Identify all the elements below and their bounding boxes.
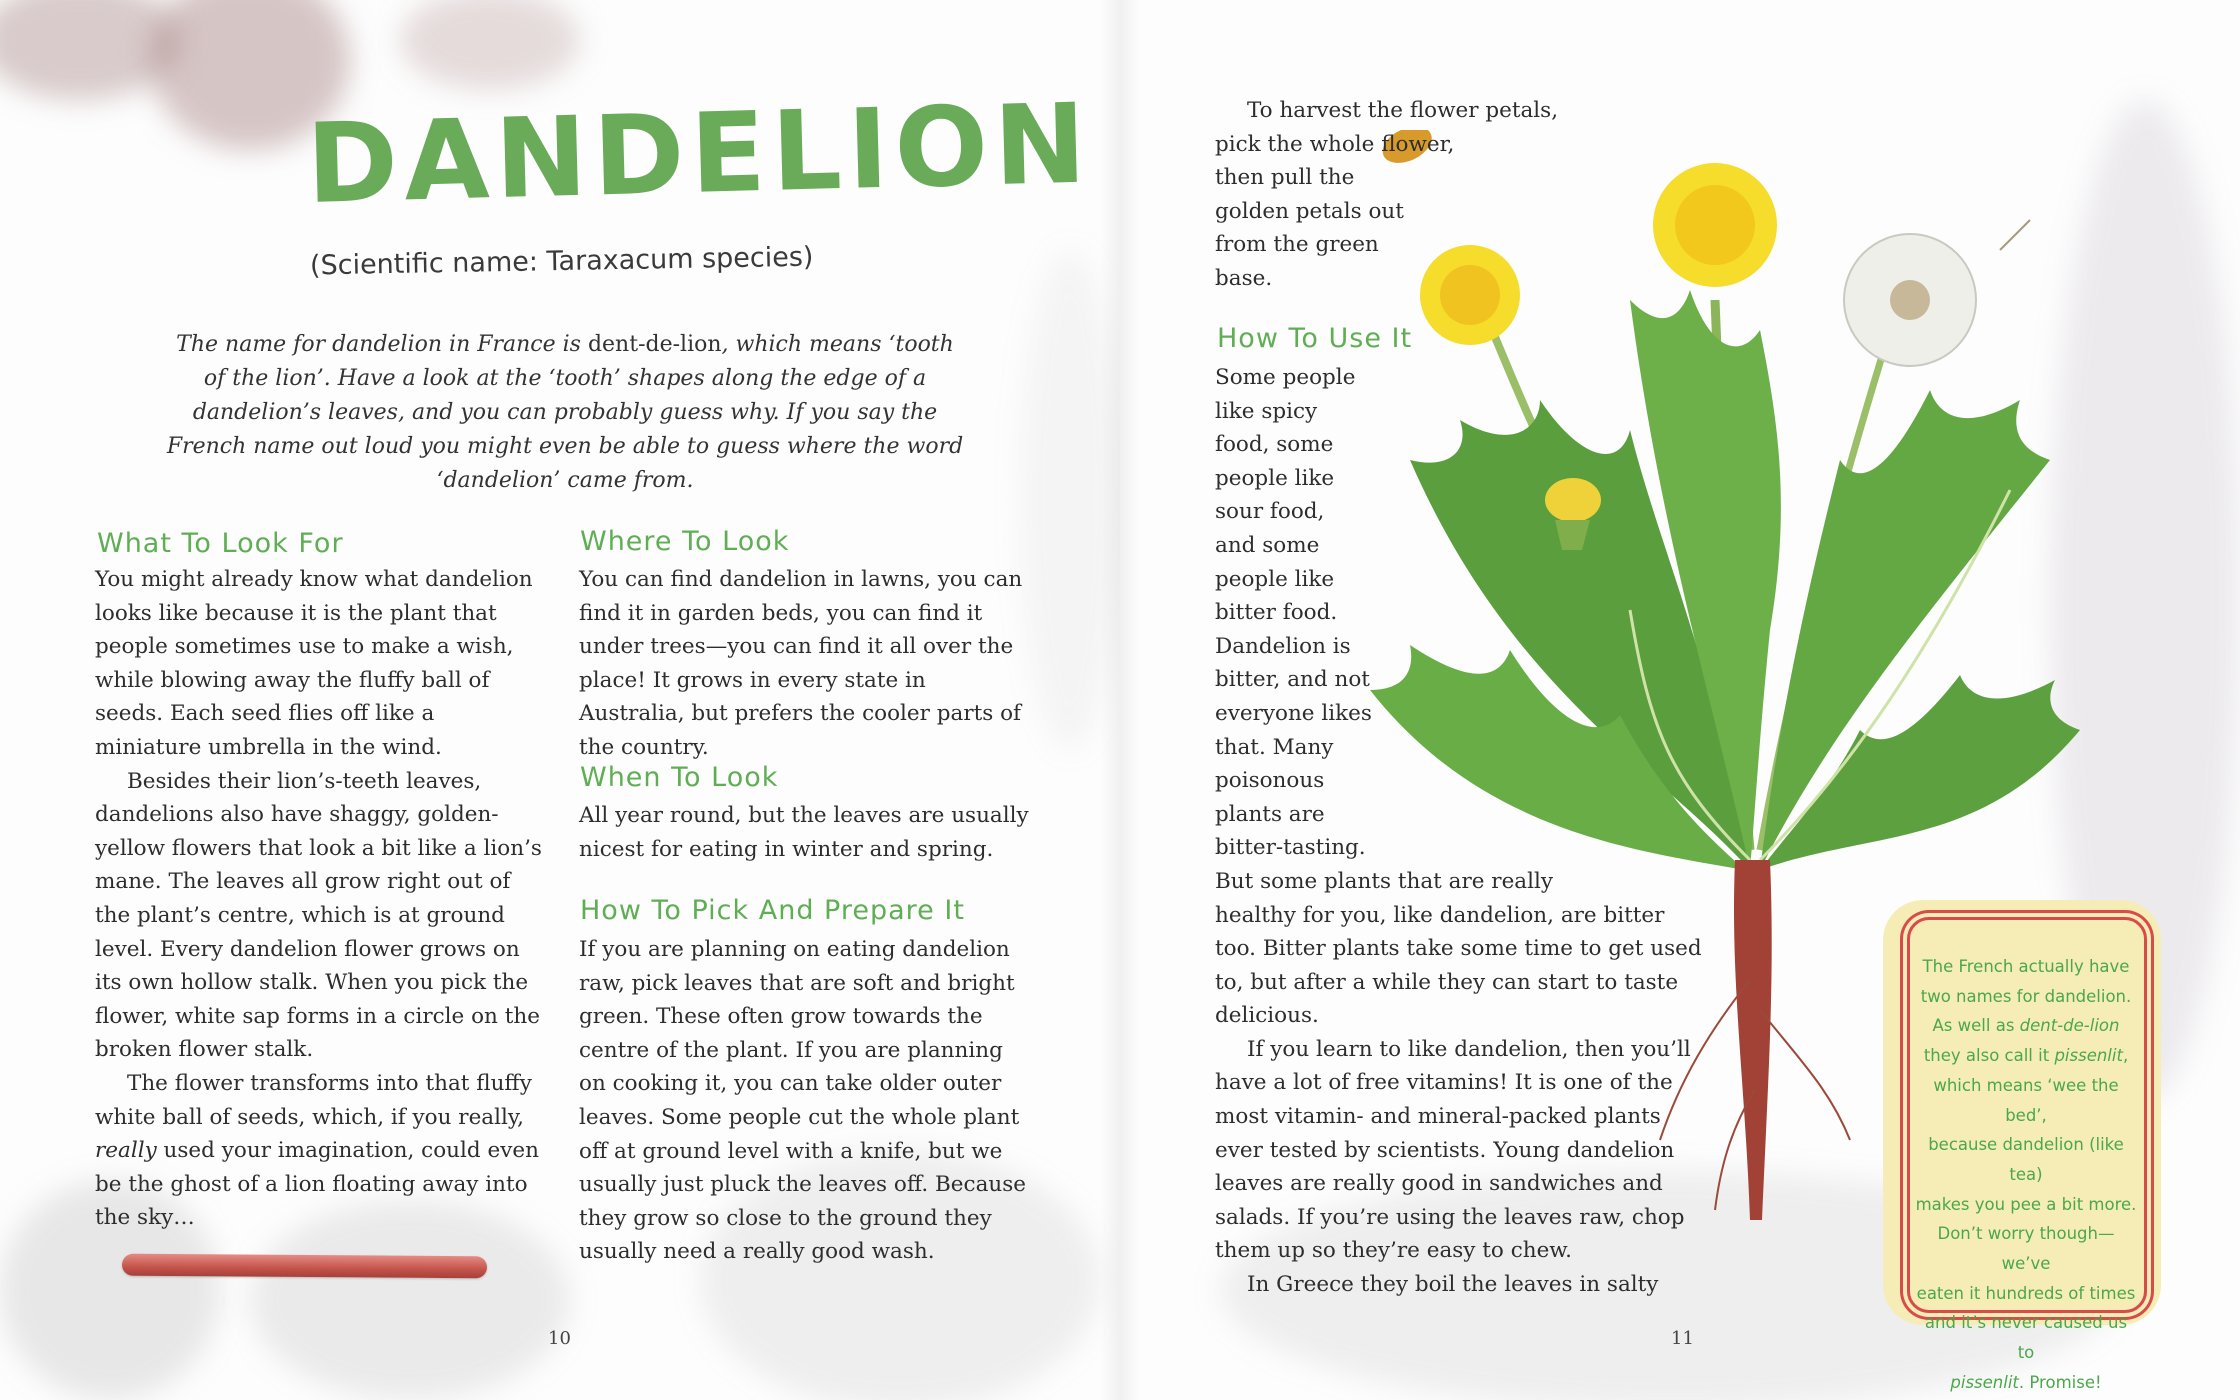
heading-what-to-look-for: What To Look For: [97, 528, 344, 559]
text-line: people like: [1215, 465, 1335, 491]
paragraph: If you are planning on eating dandelion raw, pick leaves that are soft and bright green. These often grow towards the centre of the plant. If you are planning on cooking it, you can take older outer leaves. Some people cut the whole plant off at ground level with a knife, but we usually just pluck the leaves off. Because they grow so close to the ground they usually need a really good wash.: [579, 937, 1026, 1265]
smudge-decoration: [400, 0, 580, 90]
where-to-look-body: [579, 563, 1029, 765]
page-title: DANDELION: [305, 79, 1094, 228]
text-line: people like: [1215, 566, 1335, 592]
heading-how-to-use-it: How To Use It: [1217, 323, 1413, 354]
text-line: then pull the: [1215, 165, 1355, 191]
text-line: to, but after a while they can start to taste: [1215, 969, 1679, 995]
paragraph: Besides their lion’s-teeth leaves, dandelions also have shaggy, golden-yellow flowers that look a bit like a lion’s mane. The leaves all grow right out of the plant’s centre, which is at ground level. Every dandelion flower grows on its own hollow stalk. When you pick the flower, white sap forms in a circle on the broken flower stalk.: [95, 768, 542, 1063]
text-line: them up so they’re easy to chew.: [1215, 1238, 1572, 1264]
text-line: healthy for you, like dandelion, are bitter: [1215, 902, 1665, 928]
text-line: bitter, and not: [1215, 667, 1370, 693]
heading-when-to-look: When To Look: [580, 762, 779, 793]
text-line: pick the whole flower,: [1215, 131, 1455, 157]
what-to-look-for-body: [95, 563, 545, 1235]
harvest-text: [1215, 94, 1635, 296]
seed-head-center: [1890, 280, 1930, 320]
text-line: ever tested by scientists. Young dandelion: [1215, 1137, 1675, 1163]
text-line: that. Many: [1215, 734, 1334, 760]
text-line: Some people: [1215, 365, 1356, 390]
text-line: from the green: [1215, 232, 1379, 258]
callout-text: The French actually have two names for dandelion. As well as dent-de-lion they also call it pissenlit, which means ‘wee the bed’, because dandelion (like tea) makes you pee a bit more. Don’t worry though—we’ve eaten it hundreds of times and it’s never caused us to pissenlit. Promise!: [1915, 957, 2137, 1392]
text-line: golden petals out: [1215, 198, 1404, 224]
earthworm-illustration: [122, 1254, 487, 1279]
text-line: and some: [1215, 532, 1320, 558]
dandelion-flower-center: [1675, 185, 1755, 265]
text-line: like spicy: [1215, 398, 1318, 424]
intro-paragraph: The name for dandelion in France is dent-de-lion, which means ‘tooth of the lion’. Have a look at the ‘tooth’ shapes along the edge of a dandelion’s leaves, and you can probably guess why. If you say the French name out loud you might even be able to guess where the word ‘dandelion’ came from.: [166, 332, 964, 493]
paragraph: You might already know what dandelion looks like because it is the plant that people sometimes use to make a wish, while blowing away the fluffy ball of seeds. Each seed flies off like a miniature umbrella in the wind.: [95, 567, 533, 760]
paragraph: You can find dandelion in lawns, you can find it in garden beds, you can find it under trees—you can find it all over the place! It grows in every state in Australia, but prefers the cooler parts of the country.: [579, 567, 1023, 760]
text-line: have a lot of free vitamins! It is one of the: [1215, 1070, 1673, 1096]
text-line: poisonous: [1215, 768, 1325, 794]
text-line: sour food,: [1215, 499, 1325, 525]
text-line: In Greece they boil the leaves in salty: [1247, 1272, 1659, 1298]
flying-seed: [2000, 220, 2030, 250]
text-line: bitter-tasting.: [1215, 835, 1366, 861]
text-line: most vitamin- and mineral-packed plants: [1215, 1104, 1661, 1130]
text-line: leaves are really good in sandwiches and: [1215, 1171, 1663, 1197]
heading-how-to-pick: How To Pick And Prepare It: [580, 895, 965, 926]
heading-where-to-look: Where To Look: [580, 526, 790, 557]
when-to-look-body: [579, 799, 1029, 866]
text-line: delicious.: [1215, 1003, 1319, 1029]
paragraph: All year round, but the leaves are usually nicest for eating in winter and spring.: [579, 803, 1029, 862]
text-line: too. Bitter plants take some time to get used: [1215, 936, 1702, 962]
text-line: everyone likes: [1215, 700, 1372, 726]
page-number-right: 11: [1671, 1328, 1694, 1349]
text-line: If you learn to like dandelion, then you’ll: [1247, 1036, 1691, 1062]
text-line: To harvest the flower petals,: [1247, 98, 1559, 123]
scientific-name: (Scientific name: Taraxacum species): [309, 241, 814, 282]
text-line: bitter food.: [1215, 600, 1338, 626]
text-line: Dandelion is: [1215, 633, 1351, 659]
how-to-pick-body: [579, 933, 1029, 1269]
page-gutter: [1100, 0, 1140, 1400]
text-line: But some plants that are really: [1215, 868, 1554, 894]
text-line: salads. If you’re using the leaves raw, chop: [1215, 1204, 1685, 1230]
text-line: food, some: [1215, 432, 1334, 458]
text-line: plants are: [1215, 801, 1325, 827]
how-to-use-body: [1215, 361, 1835, 1302]
page-number-left: 10: [548, 1328, 571, 1349]
text-line: base.: [1215, 265, 1273, 291]
paragraph: The flower transforms into that fluffy white ball of seeds, which, if you really, really used your imagination, could even be the ghost of a lion floating away into the sky…: [95, 1070, 539, 1231]
